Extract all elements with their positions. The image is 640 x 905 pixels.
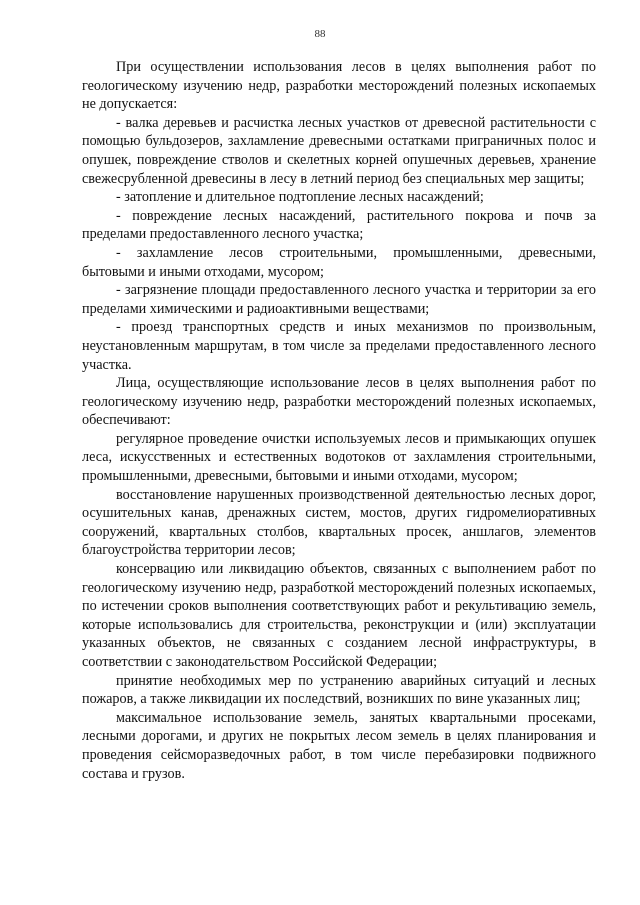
paragraph-item-littering: - захламление лесов строительными, промышленными, древесными, бытовыми и иными отходами, мусором; [82, 244, 596, 280]
paragraph-intro-prohibitions: При осуществлении использования лесов в целях выполнения работ по геологическому изучению недр, разработки месторождений полезных ископаемых не допускается: [82, 59, 596, 113]
paragraph-item-felling: - валка деревьев и расчистка лесных участков от древесной растительности с помощью бульдозеров, захламление древесными остатками приграничных полос и опушек, повреждение стволов и скелетных корней опушечных деревьев, хранение свежесрубленной древесины в лесу в летний период без специальных мер защиты; [82, 114, 596, 187]
paragraph-intro-obligations: Лица, осуществляющие использование лесов в целях выполнения работ по геологическому изучению недр, разработки месторождений полезных ископаемых, обеспечивают: [82, 375, 596, 429]
document-body [82, 58, 596, 783]
page-number: 88 [314, 28, 326, 40]
paragraph-obligation-emergencies: принятие необходимых мер по устранению аварийных ситуаций и лесных пожаров, а также ликвидации их последствий, возникших по вине указанных лиц; [82, 672, 596, 708]
paragraph-obligation-land-use: максимальное использование земель, занятых квартальными просеками, лесными дорогами, и других не покрытых лесом земель в целях планирования и проведения сейсморазведочных работ, в том числе перебазировки подвижного состава и грузов. [82, 709, 596, 782]
paragraph-obligation-cleaning: регулярное проведение очистки используемых лесов и примыкающих опушек леса, искусственных и естественных водотоков от захламления строительными, промышленными, древесными, бытовыми и иными отходами, мусором; [82, 430, 596, 485]
paragraph-item-flooding: - затопление и длительное подтопление лесных насаждений; [116, 189, 484, 206]
paragraph-item-damage: - повреждение лесных насаждений, растительного покрова и почв за пределами предоставленного лесного участка; [82, 207, 596, 243]
paragraph-item-vehicles: - проезд транспортных средств и иных механизмов по произвольным, неустановленным маршрутам, в том числе за пределами предоставленного лесного участка. [82, 319, 596, 373]
paragraph-obligation-restoration: восстановление нарушенных производственной деятельностью лесных дорог, осушительных канав, дренажных систем, мостов, других гидромелиоративных сооружений, квартальных столбов, квартальных просек, аншлагов, элементов благоустройства территории лесов; [82, 486, 596, 559]
paragraph-obligation-conservation: консервацию или ликвидацию объектов, связанных с выполнением работ по геологическому изучению недр, разработкой месторождений полезных ископаемых, по истечении сроков выполнения соответствующих работ и рекультивацию земель, которые использовались для строительства, реконструкции и (или) эксплуатации указанных объектов, не связанных с созданием лесной инфраструктуры, в соответствии с законодательством Российской Федерации; [82, 561, 596, 670]
paragraph-item-pollution: - загрязнение площади предоставленного лесного участка и территории за его пределами химическими и радиоактивными веществами; [82, 282, 596, 317]
